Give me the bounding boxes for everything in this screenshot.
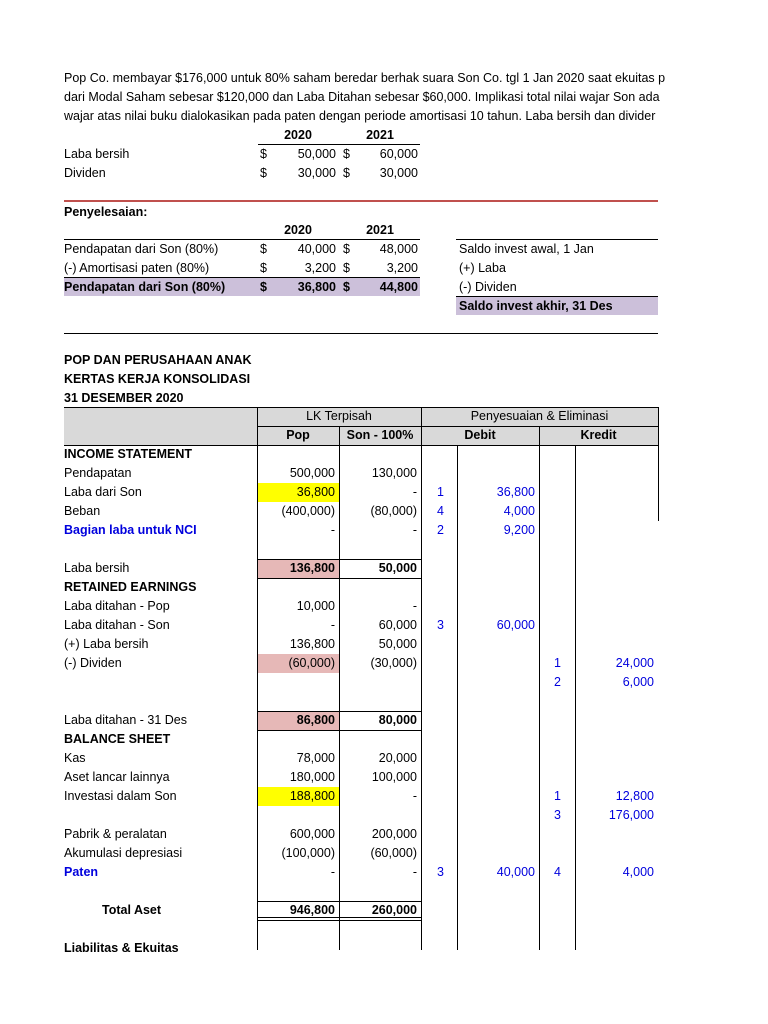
currency-symbol: $ [260, 280, 267, 294]
header-son: Son - 100% [346, 428, 414, 442]
header-penyesuaian: Penyesuaian & Eliminasi [470, 409, 609, 423]
debit-ref: 3 [437, 865, 444, 879]
cell-pop: (60,000) [288, 656, 335, 670]
invest-laba-label: (+) Laba [459, 261, 506, 275]
summary-year-2021: 2021 [366, 128, 394, 142]
section-rule [64, 333, 658, 334]
solution-value-2020: 40,000 [297, 242, 336, 256]
grid-line [658, 407, 659, 521]
kredit-amount: 12,800 [615, 789, 654, 803]
debit-ref: 1 [437, 485, 444, 499]
grid-line [421, 407, 422, 950]
row-label: Total Aset [102, 903, 162, 917]
worksheet-title: POP DAN PERUSAHAAN ANAK [64, 353, 252, 367]
currency-symbol: $ [260, 147, 267, 161]
debit-ref: 2 [437, 523, 444, 537]
cell-son: 50,000 [378, 561, 417, 575]
cell-son: - [412, 599, 417, 613]
cell-pop: - [330, 865, 335, 879]
solution-label: (-) Amortisasi paten (80%) [64, 261, 210, 275]
row-label: Laba bersih [64, 561, 130, 575]
summary-value-2021: 60,000 [379, 147, 418, 161]
cell-pop: 136,800 [289, 561, 335, 575]
summary-header-rule [258, 144, 420, 145]
intro-line-1: Pop Co. membayar $176,000 untuk 80% saham beredar berhak suara Son Co. tgl 1 Jan 2020 saat ekuitas p [64, 71, 666, 85]
cell-son: 200,000 [371, 827, 417, 841]
header-kredit: Kredit [580, 428, 617, 442]
cell-pop: 136,800 [289, 637, 335, 651]
cell-son: 80,000 [378, 713, 417, 727]
cell-son: 60,000 [378, 618, 417, 632]
section-divider [64, 200, 658, 202]
cell-son: - [412, 865, 417, 879]
currency-symbol: $ [260, 242, 267, 256]
row-label: Laba ditahan - Pop [64, 599, 170, 613]
solution-label: Pendapatan dari Son (80%) [64, 242, 219, 256]
debit-amount: 60,000 [496, 618, 535, 632]
invest-closing-label: Saldo invest akhir, 31 Des [459, 299, 613, 313]
cell-son: 130,000 [371, 466, 417, 480]
grid-line [575, 445, 576, 950]
cell-pop: 188,800 [289, 789, 335, 803]
grid-line [257, 407, 258, 950]
row-label: Laba dari Son [64, 485, 142, 499]
kredit-amount: 6,000 [622, 675, 654, 689]
debit-amount: 4,000 [503, 504, 535, 518]
kredit-ref: 1 [554, 789, 561, 803]
kredit-amount: 24,000 [615, 656, 654, 670]
cell-pop: 86,800 [296, 713, 335, 727]
solution-year-2021: 2021 [366, 223, 394, 237]
currency-symbol: $ [260, 166, 267, 180]
cell-son: 100,000 [371, 770, 417, 784]
currency-symbol: $ [343, 147, 350, 161]
grid-line [64, 445, 658, 446]
cell-pop: 946,800 [289, 903, 335, 917]
summary-value-2020: 50,000 [297, 147, 336, 161]
summary-year-2020: 2020 [284, 128, 312, 142]
row-label: Akumulasi depresiasi [64, 846, 183, 860]
debit-amount: 9,200 [503, 523, 535, 537]
invest-dividen-label: (-) Dividen [459, 280, 517, 294]
row-label: (-) Dividen [64, 656, 122, 670]
kredit-ref: 2 [554, 675, 561, 689]
cell-pop: (100,000) [281, 846, 335, 860]
cell-son: - [412, 485, 417, 499]
cell-son: (60,000) [370, 846, 417, 860]
row-label: INCOME STATEMENT [64, 447, 193, 461]
solution-value-2021: 48,000 [379, 242, 418, 256]
grid-line [339, 426, 340, 950]
solution-title: Penyelesaian: [64, 205, 148, 219]
row-label: Pendapatan [64, 466, 132, 480]
cell-pop: (400,000) [281, 504, 335, 518]
debit-ref: 4 [437, 504, 444, 518]
cell-son: 260,000 [371, 903, 417, 917]
cell-pop: - [330, 618, 335, 632]
kredit-amount: 4,000 [622, 865, 654, 879]
solution-total-2021: 44,800 [379, 280, 418, 294]
solution-total-2020: 36,800 [297, 280, 336, 294]
summary-value-2021: 30,000 [379, 166, 418, 180]
intro-line-2: dari Modal Saham sebesar $120,000 dan Laba Ditahan sebesar $60,000. Implikasi total nilai wajar Son ada [64, 90, 660, 104]
cell-pop: 36,800 [296, 485, 335, 499]
cell-son: - [412, 789, 417, 803]
grid-line [64, 407, 658, 408]
debit-amount: 36,800 [496, 485, 535, 499]
row-label: RETAINED EARNINGS [64, 580, 197, 594]
row-label: Liabilitas & Ekuitas [64, 941, 179, 955]
solution-year-2020: 2020 [284, 223, 312, 237]
row-label: Bagian laba untuk NCI [64, 523, 197, 537]
row-label: (+) Laba bersih [64, 637, 149, 651]
cell-son: 20,000 [378, 751, 417, 765]
intro-line-3: wajar atas nilai buku dialokasikan pada paten dengan periode amortisasi 10 tahun. Laba bersih dan divider [64, 109, 656, 123]
row-label: Pabrik & peralatan [64, 827, 167, 841]
cell-pop: 78,000 [296, 751, 335, 765]
grid-line [457, 445, 458, 950]
worksheet-date: 31 DESEMBER 2020 [64, 391, 184, 405]
currency-symbol: $ [343, 166, 350, 180]
row-label: Aset lancar lainnya [64, 770, 170, 784]
row-label: Laba ditahan - Son [64, 618, 170, 632]
row-label: Kas [64, 751, 86, 765]
cell-son: (80,000) [370, 504, 417, 518]
header-pop: Pop [286, 428, 310, 442]
kredit-ref: 1 [554, 656, 561, 670]
invest-opening-label: Saldo invest awal, 1 Jan [459, 242, 594, 256]
row-label: Laba ditahan - 31 Des [64, 713, 188, 727]
debit-amount: 40,000 [496, 865, 535, 879]
solution-total-label: Pendapatan dari Son (80%) [64, 280, 226, 294]
cell-pop: 600,000 [289, 827, 335, 841]
cell-pop: 180,000 [289, 770, 335, 784]
summary-label-laba-bersih: Laba bersih [64, 147, 130, 161]
row-label: Paten [64, 865, 99, 879]
summary-value-2020: 30,000 [297, 166, 336, 180]
kredit-ref: 3 [554, 808, 561, 822]
cell-pop: 10,000 [296, 599, 335, 613]
summary-label-dividen: Dividen [64, 166, 106, 180]
currency-symbol: $ [260, 261, 267, 275]
grid-line [539, 426, 540, 950]
kredit-ref: 4 [554, 865, 561, 879]
solution-value-2020: 3,200 [304, 261, 336, 275]
cell-pop: - [330, 523, 335, 537]
solution-value-2021: 3,200 [386, 261, 418, 275]
currency-symbol: $ [343, 280, 350, 294]
cell-son: - [412, 523, 417, 537]
debit-ref: 3 [437, 618, 444, 632]
currency-symbol: $ [343, 261, 350, 275]
cell-pop: 500,000 [289, 466, 335, 480]
header-lk-terpisah: LK Terpisah [306, 409, 372, 423]
row-label: BALANCE SHEET [64, 732, 171, 746]
cell-son: (30,000) [370, 656, 417, 670]
header-debit: Debit [464, 428, 496, 442]
cell-son: 50,000 [378, 637, 417, 651]
kredit-amount: 176,000 [608, 808, 654, 822]
row-label: Investasi dalam Son [64, 789, 177, 803]
worksheet-subtitle: KERTAS KERJA KONSOLIDASI [64, 372, 251, 386]
row-label: Beban [64, 504, 101, 518]
currency-symbol: $ [343, 242, 350, 256]
